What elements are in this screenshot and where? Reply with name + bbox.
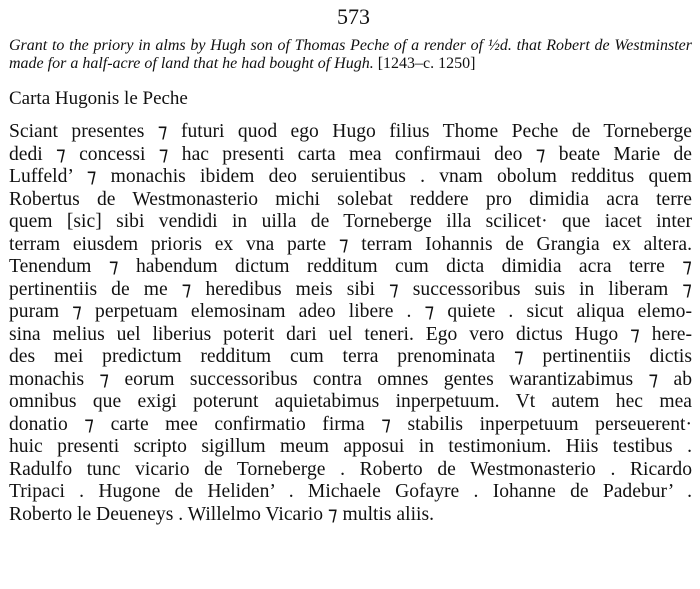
summary-text: Grant to the priory in alms by Hugh son of Thomas Peche of a render of ½d. that Robert de Westminster made for a half-acre of land that he had bought of Hugh. — [9, 37, 692, 72]
charter-line: Radulfo tunc vicario de Torneberge . Roberto de Westmonasterio . Ricardo — [9, 458, 692, 480]
charter-line: Roberto le Deueneys . Willelmo Vicario ⁊ multis aliis. — [9, 503, 434, 525]
charter-line: donatio ⁊ carte mee confirmatio firma ⁊ stabilis inperpetuum perseuerent· — [9, 413, 692, 435]
charter-line: terram eiusdem prioris ex vna parte ⁊ terram Iohannis de Grangia ex altera. — [9, 233, 692, 255]
charter-title: Carta Hugonis le Peche — [9, 88, 188, 109]
charter-body — [9, 121, 692, 526]
charter-line: Tripaci . Hugone de Heliden’ . Michaele Gofayre . Iohanne de Padebur’ . — [9, 481, 692, 502]
charter-line: puram ⁊ perpetuam elemosinam adeo libere . ⁊ quiete . sicut aliqua elemo- — [9, 301, 692, 322]
charter-line: Tenendum ⁊ habendum dictum redditum cum dicta dimidia acra terre ⁊ — [9, 256, 692, 277]
charter-line: dedi ⁊ concessi ⁊ hac presenti carta mea confirmaui deo ⁊ beate Marie de — [9, 143, 692, 165]
charter-line: huic presenti scripto sigillum meum apposui in testimonium. Hiis testibus . — [9, 436, 692, 457]
charter-line: Sciant presentes ⁊ futuri quod ego Hugo filius Thome Peche de Torneberge — [9, 121, 692, 142]
charter-line: monachis ⁊ eorum successoribus contra omnes gentes warantizabimus ⁊ ab — [9, 368, 692, 390]
charter-line: Robertus de Westmonasterio michi solebat reddere pro dimidia acra terre — [9, 188, 692, 210]
charter-summary — [9, 37, 692, 73]
charter-line: des mei predictum redditum cum terra prenominata ⁊ pertinentiis dictis — [9, 346, 692, 367]
charter-line: omnibus que exigi poterunt aquietabimus inperpetuum. Vt autem hec mea — [9, 391, 692, 412]
charter-line: pertinentiis de me ⁊ heredibus meis sibi ⁊ successoribus suis in liberam ⁊ — [9, 278, 692, 300]
charter-line: Luffeld’ ⁊ monachis ibidem deo seruientibus . vnam obolum redditus quem — [9, 166, 692, 187]
charter-line: sina melius uel liberius poterit dari uel teneri. Ego vero dictus Hugo ⁊ here- — [9, 323, 692, 345]
summary-date: [1243–c. 1250] — [377, 55, 476, 72]
page-number: 573 — [337, 4, 370, 29]
charter-line: quem [sic] sibi vendidi in uilla de Torneberge illa scilicet· que iacet inter — [9, 211, 692, 232]
